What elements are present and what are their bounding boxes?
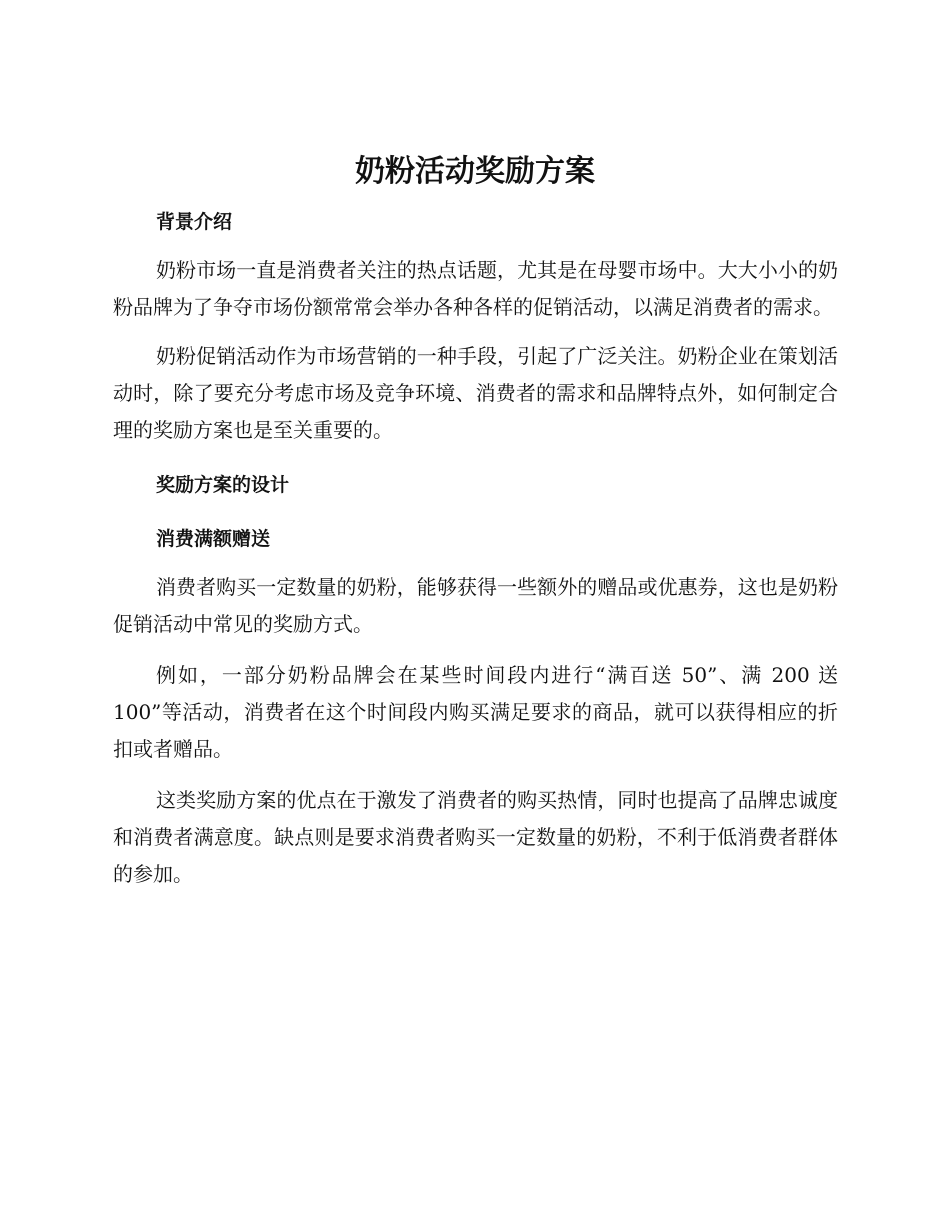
document-body [113,200,838,893]
paragraph: 消费者购买一定数量的奶粉，能够获得一些额外的赠品或优惠券，这也是奶粉促销活动中常见的奖励方式。 [113,575,838,636]
paragraph: 奶粉促销活动作为市场营销的一种手段，引起了广泛关注。奶粉企业在策划活动时，除了要充分考虑市场及竞争环境、消费者的需求和品牌特点外，如何制定合理的奖励方案也是至关重要的。 [113,344,838,442]
section-heading-background: 背景介绍 [156,211,233,233]
subsection-heading-full-amount: 消费满额赠送 [156,528,271,550]
paragraph: 奶粉市场一直是消费者关注的热点话题，尤其是在母婴市场中。大大小小的奶粉品牌为了争夺市场份额常常会举办各种各样的促销活动，以满足消费者的需求。 [113,258,838,319]
document-title: 奶粉活动奖励方案 [355,154,595,189]
paragraph: 这类奖励方案的优点在于激发了消费者的购买热情，同时也提高了品牌忠诚度和消费者满意度。缺点则是要求消费者购买一定数量的奶粉，不利于低消费者群体的参加。 [113,788,838,886]
paragraph: 例如，一部分奶粉品牌会在某些时间段内进行“满百送 50”、满 200 送 100”等活动，消费者在这个时间段内购买满足要求的商品，就可以获得相应的折扣或者赠品。 [113,663,838,761]
section-heading-design: 奖励方案的设计 [156,474,290,496]
